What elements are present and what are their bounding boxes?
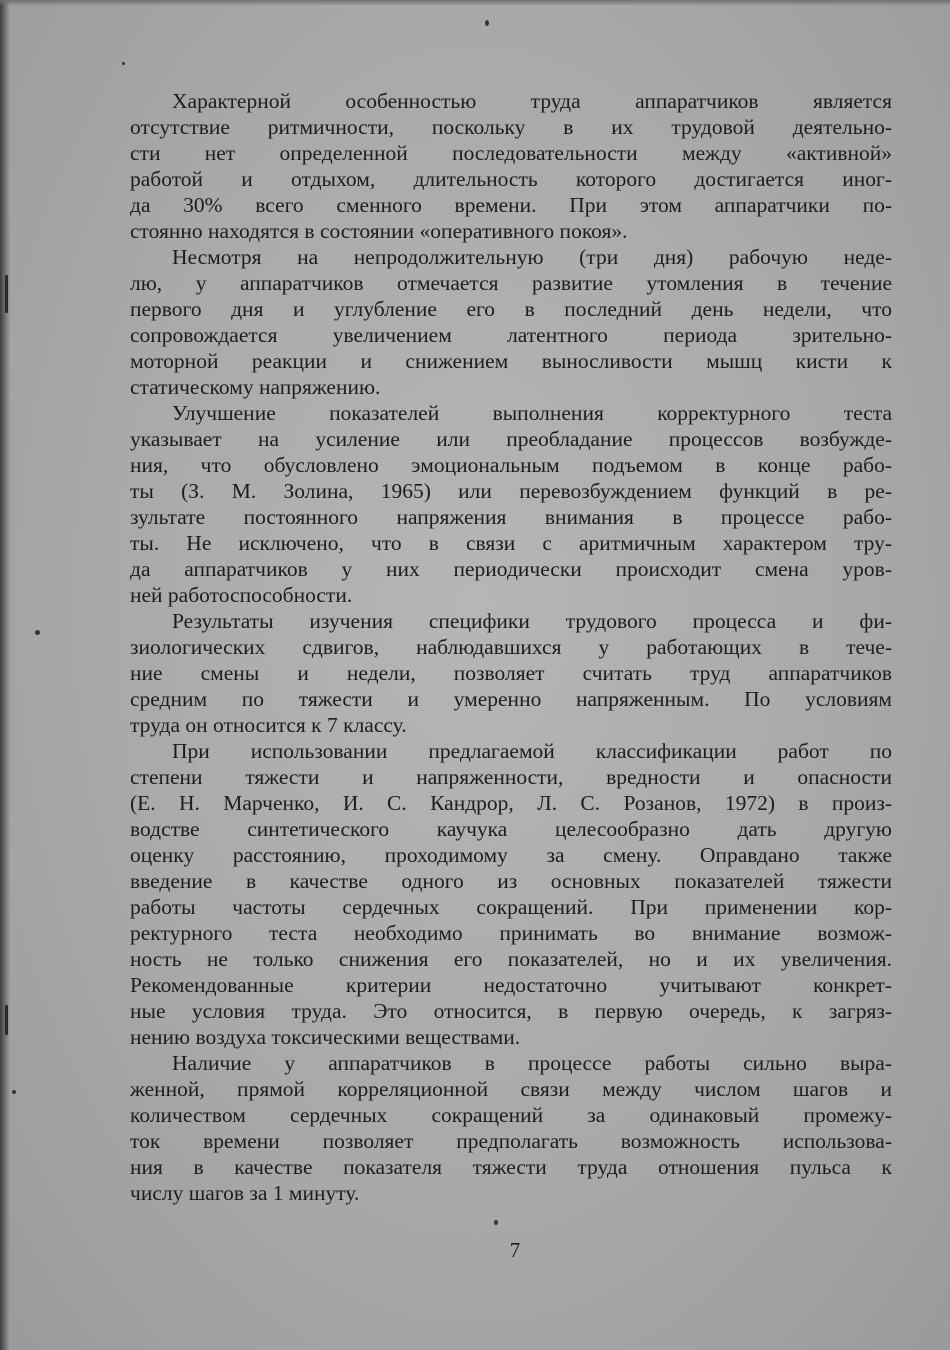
text-line: ные условия труда. Это относится, в первую очередь, к загряз- bbox=[130, 999, 892, 1023]
text-line: ния в качестве показателя тяжести труда отношения пульса к bbox=[130, 1155, 892, 1179]
dust-speck bbox=[494, 1220, 498, 1225]
paragraph bbox=[130, 738, 892, 1050]
paragraph bbox=[130, 400, 892, 608]
text-line: моторной реакции и снижением выносливости мышц кисти к bbox=[130, 349, 892, 373]
text-line: При использовании предлагаемой классификации работ по bbox=[172, 739, 892, 763]
page-binding-edge bbox=[0, 0, 10, 1350]
text-line: ректурного теста необходимо принимать во внимание возмож- bbox=[130, 921, 892, 945]
text-line: зиологических сдвигов, наблюдавшихся у работающих в тече- bbox=[130, 635, 892, 659]
dust-speck bbox=[35, 630, 40, 635]
text-line: стоянно находятся в состоянии «оперативного покоя». bbox=[130, 219, 628, 243]
text-line: статическому напряжению. bbox=[130, 375, 381, 399]
dust-speck bbox=[122, 62, 125, 65]
dust-speck bbox=[485, 20, 489, 26]
text-line: труда он относится к 7 классу. bbox=[130, 713, 407, 737]
text-line: числу шагов за 1 минуту. bbox=[130, 1181, 360, 1205]
text-line: сти нет определенной последовательности между «активной» bbox=[130, 141, 892, 165]
text-line: степени тяжести и напряженности, вредности и опасности bbox=[130, 765, 892, 789]
text-line: ние смены и недели, позволяет считать труд аппаратчиков bbox=[130, 661, 892, 685]
text-line: Рекомендованные критерии недостаточно учитывают конкрет- bbox=[130, 973, 892, 997]
text-line: ней работоспособности. bbox=[130, 583, 353, 607]
text-line: женной, прямой корреляционной связи между числом шагов и bbox=[130, 1077, 892, 1101]
text-line: средним по тяжести и умеренно напряженным. По условиям bbox=[130, 687, 892, 711]
text-line: введение в качестве одного из основных показателей тяжести bbox=[130, 869, 892, 893]
text-line: да 30% всего сменного времени. При этом аппаратчики по- bbox=[130, 193, 892, 217]
paragraph bbox=[130, 1050, 892, 1206]
text-line: Улучшение показателей выполнения корректурного теста bbox=[172, 401, 892, 425]
text-line: Характерной особенностью труда аппаратчиков является bbox=[172, 89, 892, 113]
page-top-edge bbox=[0, 0, 950, 6]
body-text bbox=[130, 88, 892, 1206]
paragraph bbox=[130, 608, 892, 738]
text-line: ты (З. М. Золина, 1965) или перевозбуждением функций в ре- bbox=[130, 479, 892, 503]
text-line: водстве синтетического каучука целесообразно дать другую bbox=[130, 817, 892, 841]
text-line: лю, у аппаратчиков отмечается развитие утомления в течение bbox=[130, 271, 892, 295]
text-line: ния, что обусловлено эмоциональным подъемом в конце рабо- bbox=[130, 453, 892, 477]
text-line: ток времени позволяет предполагать возможность использова- bbox=[130, 1129, 892, 1153]
text-line: зультате постоянного напряжения внимания в процессе рабо- bbox=[130, 505, 892, 529]
text-line: отсутствие ритмичности, поскольку в их трудовой деятельно- bbox=[130, 115, 892, 139]
text-line: Наличие у аппаратчиков в процессе работы сильно выра- bbox=[172, 1051, 892, 1075]
dust-speck bbox=[12, 1090, 16, 1094]
page-number: 7 bbox=[509, 1238, 521, 1262]
text-line: да аппаратчиков у них периодически происходит смена уров- bbox=[130, 557, 892, 581]
binding-mark bbox=[5, 275, 8, 313]
text-line: нению воздуха токсическими веществами. bbox=[130, 1025, 521, 1049]
text-line: оценку расстоянию, проходимому за смену. Оправдано также bbox=[130, 843, 892, 867]
paragraph bbox=[130, 88, 892, 244]
text-line: Несмотря на непродолжительную (три дня) рабочую неде- bbox=[172, 245, 892, 269]
text-line: работы частоты сердечных сокращений. При применении кор- bbox=[130, 895, 892, 919]
binding-mark bbox=[5, 1005, 8, 1035]
text-line: (Е. Н. Марченко, И. С. Кандрор, Л. С. Розанов, 1972) в произ- bbox=[130, 791, 892, 815]
text-line: Результаты изучения специфики трудового процесса и фи- bbox=[172, 609, 892, 633]
text-line: ность не только снижения его показателей, но и их увеличения. bbox=[130, 947, 892, 971]
text-line: первого дня и углубление его в последний день недели, что bbox=[130, 297, 892, 321]
text-line: сопровождается увеличением латентного периода зрительно- bbox=[130, 323, 892, 347]
paragraph bbox=[130, 244, 892, 400]
text-line: количеством сердечных сокращений за одинаковый промежу- bbox=[130, 1103, 892, 1127]
text-line: работой и отдыхом, длительность которого достигается иног- bbox=[130, 167, 892, 191]
text-line: ты. Не исключено, что в связи с аритмичным характером тру- bbox=[130, 531, 892, 555]
text-line: указывает на усиление или преобладание процессов возбужде- bbox=[130, 427, 892, 451]
